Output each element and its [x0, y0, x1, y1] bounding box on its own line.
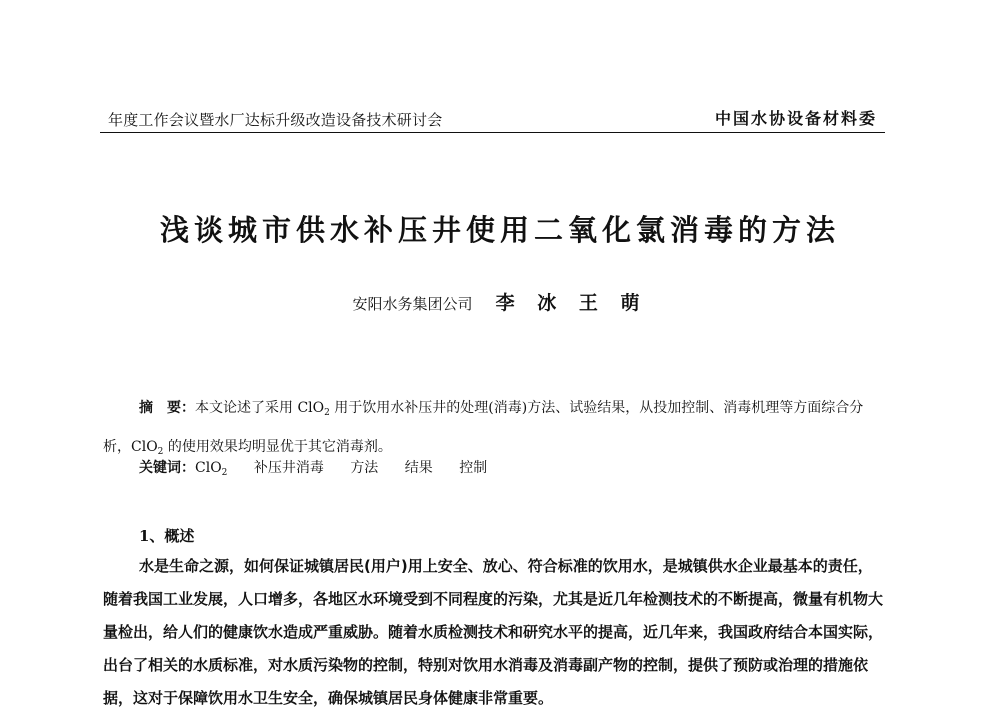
header-organization: 中国水协设备材料委	[714, 109, 877, 128]
keywords-label: 关键词：	[139, 460, 195, 476]
keyword-5: 控制	[459, 460, 488, 476]
keyword-3: 方法	[350, 460, 379, 476]
abstract-text-b: 用于饮用水补压井的处理(消毒)方法、试验结果，从投加控制、消毒机理等方面综合分析，ClO	[103, 400, 864, 455]
abstract-sub-a: 2	[324, 408, 330, 418]
body-paragraph	[103, 550, 885, 715]
author-line	[0, 288, 1000, 315]
keyword-1-sub: 2	[221, 468, 228, 478]
running-header	[100, 104, 885, 133]
paragraph-text: 水是生命之源，如何保证城镇居民(用户)用上安全、放心、符合标准的饮用水，是城镇供水企业最基本的责任，随着我国工业发展，人口增多，各地区水环境受到不同程度的污染，尤其是近几年检测技术的不断提高，微量有机物大量检出，给人们的健康饮水造成严重威胁。随着水质检测技术和研究水平的提高，近几年来，我国政府结合本国实际，出台了相关的水质标准，对水质污染物的控制，特别对饮用水消毒及消毒副产物的控制，提供了预防或治理的措施依据，这对于保障饮用水卫生安全，确保城镇居民身体健康非常重要。	[103, 557, 884, 707]
abstract-text-c: 的使用效果均明显优于其它消毒剂。	[163, 439, 392, 455]
abstract-text-a: 本文论述了采用 ClO	[195, 400, 325, 416]
author-affiliation: 安阳水务集团公司	[352, 295, 473, 313]
header-conference: 年度工作会议暨水厂达标升级改造设备技术研讨会	[108, 111, 443, 129]
paper-title: 浅谈城市供水补压井使用二氧化氯消毒的方法	[159, 213, 840, 247]
abstract-label: 摘 要：	[139, 400, 195, 416]
keyword-1: ClO	[195, 460, 222, 476]
keyword-4: 结果	[404, 460, 433, 476]
author-names: 李 冰 王 萌	[495, 292, 648, 314]
section-heading: 1、概述	[139, 527, 195, 545]
keyword-2: 补压井消毒	[253, 460, 324, 476]
abstract-sub-b: 2	[157, 447, 164, 457]
keywords	[139, 457, 509, 478]
